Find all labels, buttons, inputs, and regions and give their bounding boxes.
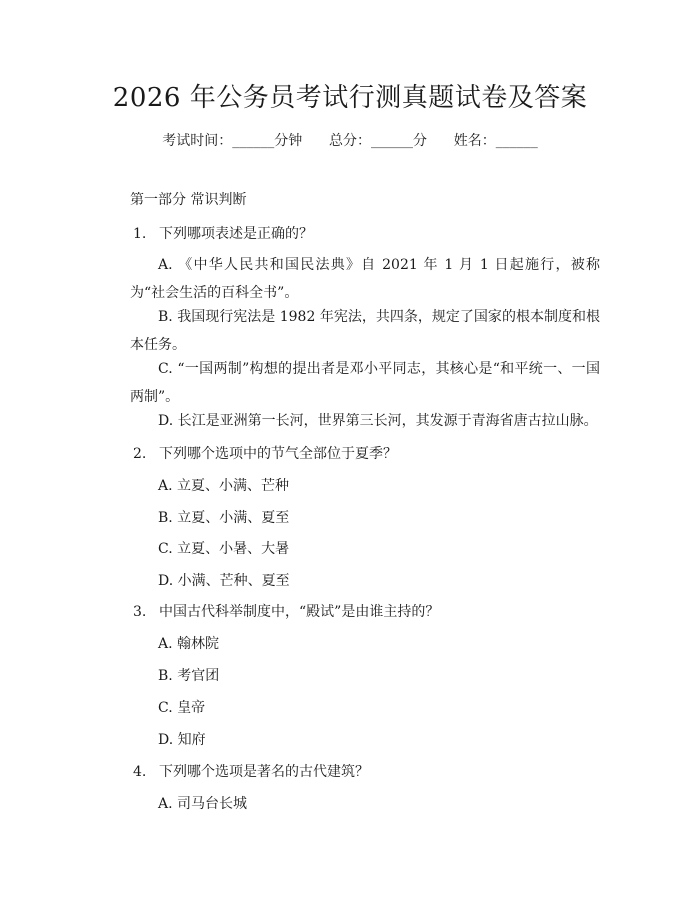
exam-meta-line [0,131,700,151]
question-3-option-c: C. 皇帝 [158,700,206,716]
time-blank: ______ [232,133,275,149]
question-text: 下列哪个选项中的节气全部位于夏季？ [159,446,397,462]
question-2 [133,444,397,464]
question-number: 3. [133,604,147,620]
question-3 [133,602,439,622]
question-3-option-d: D. 知府 [158,732,206,748]
question-4-option-a: A. 司马台长城 [158,796,248,812]
question-3-option-a: A. 翰林院 [158,636,220,652]
question-1-option-b: B. 我国现行宪法是 1982 年宪法，共四条，规定了国家的根本制度和根本任务。 [130,309,600,353]
time-label: 考试时间： [162,133,233,149]
name-label: 姓名： [453,133,496,149]
question-2-option-c: C. 立夏、小暑、大暑 [158,541,290,557]
score-label: 总分： [329,133,371,149]
question-1-option-d: D. 长江是亚洲第一长河，世界第三长河，其发源于青海省唐古拉山脉。 [158,413,598,429]
question-text: 下列哪项表述是正确的？ [159,226,313,242]
question-number: 4. [133,764,147,780]
question-1-option-c: C. “一国两制”构想的提出者是邓小平同志，其核心是“和平统一、一国两制”。 [130,361,600,405]
name-blank: ______ [495,133,538,149]
question-text: 中国古代科举制度中，“殿试”是由谁主持的？ [159,604,440,620]
document-title: 2026 年公务员考试行测真题试卷及答案 [112,83,588,113]
question-2-option-d: D. 小满、芒种、夏至 [158,573,290,589]
question-3-option-b: B. 考官团 [158,668,220,684]
question-2-option-a: A. 立夏、小满、芒种 [158,478,290,494]
score-blank: ______ [371,133,413,149]
question-1-option-a: A. 《中华人民共和国民法典》自 2021 年 1 月 1 日起施行，被称为“社会生活的百科全书”。 [130,257,600,301]
question-4 [133,762,369,782]
question-1 [133,224,313,244]
section-heading: 第一部分 常识判断 [130,192,247,208]
question-number: 2. [133,446,147,462]
question-text: 下列哪个选项是著名的古代建筑？ [159,764,369,780]
score-unit: 分 [413,133,427,149]
question-2-option-b: B. 立夏、小满、夏至 [158,510,290,526]
question-number: 1. [133,226,147,242]
time-unit: 分钟 [274,133,303,149]
